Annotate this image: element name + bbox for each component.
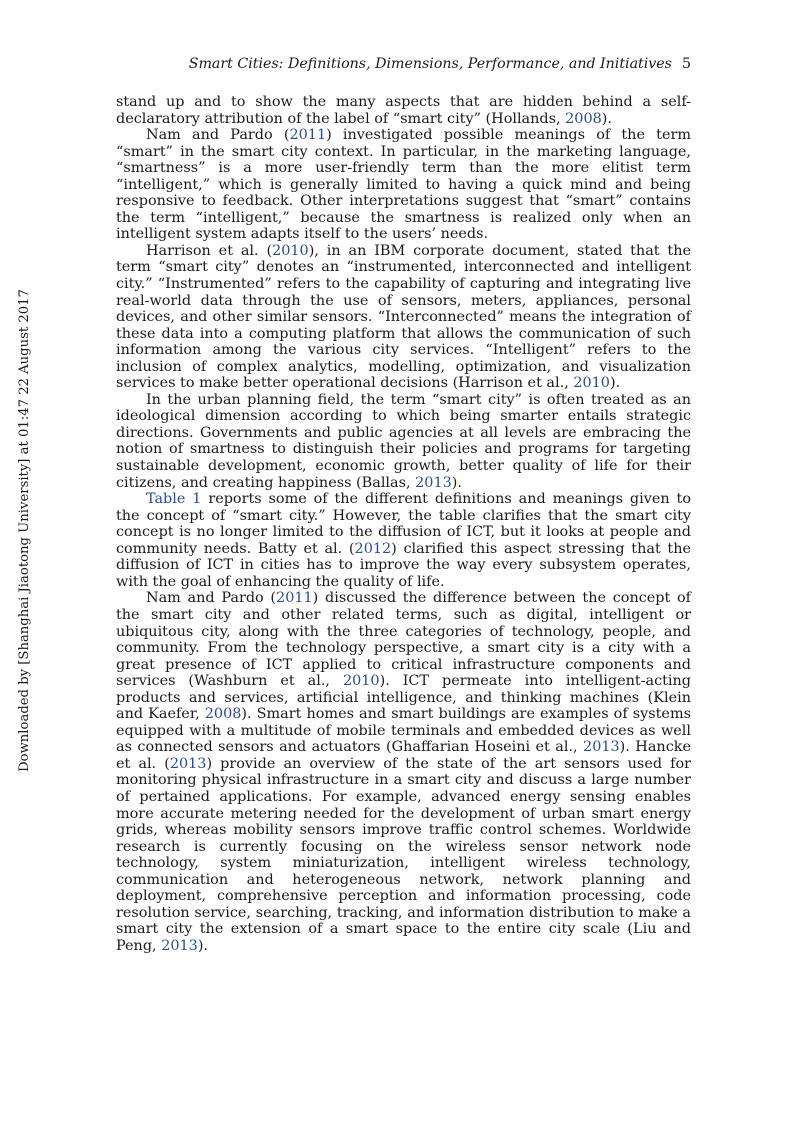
paragraph [116,392,691,491]
citation-link[interactable]: 2013 [169,755,207,772]
citation-link[interactable]: 2010 [342,673,380,690]
download-watermark: Downloaded by [Shanghai Jiaotong University] at 01:47 22 August 2017 [17,289,32,772]
paragraph-text: ). [601,110,612,127]
article-body [116,94,691,954]
citation-link[interactable]: 2012 [354,540,392,557]
running-title: Smart Cities: Definitions, Dimensions, Performance, and Initiatives [188,56,672,72]
paragraph-text: stand up and to show the many aspects that are hidden behind a self-declaratory attribution of the label of “smart city” (Hollands, [116,94,691,127]
paragraph-text: reports some of the different definitions and meanings given to the concept of “smart city.” However, the table clarifies that the smart city concept is no longer limited to the diffusion of ICT, but it looks at people and community needs. Batty et al. ( [116,491,691,557]
citation-link[interactable]: 2010 [272,242,309,259]
paragraph-text: ) discussed the difference between the concept of the smart city and other related terms, such as digital, intelligent or ubiquitous city, along with the three categories of technology, people, and community. From the technology perspective, a smart city is a city with a great presence of ICT applied to critical infrastructure components and services (Washburn et al., [116,590,691,690]
paragraph-text: In the urban planning field, the term “smart city” is often treated as an ideological dimension according to which being smarter entails strategic directions. Governments and public agencies at all levels are embracing the notion of smartness to distinguish their policies and programs for targeting sustainable development, economic growth, better quality of life for their citizens, and creating happiness (Ballas, [116,391,691,491]
paragraph-text: ), in an IBM corporate document, stated that the term “smart city” denotes an “instrumented, interconnected and intelligent city.” “Instrumented” refers to the capability of capturing and integrating live real-world data through the use of sensors, meters, appliances, personal devices, and other similar sensors. “Interconnected” means the integration of these data into a computing platform that allows the communication of such information among the various city services. “Intelligent” refers to the inclusion of complex analytics, modelling, optimization, and visualization services to make better operational decisions (Harrison et al., [116,242,691,392]
paragraph-text: Nam and Pardo ( [146,590,277,607]
citation-link[interactable]: 2013 [415,474,452,491]
paragraph [116,590,691,954]
paragraph [116,127,691,243]
paragraph-text: ). [609,375,621,392]
paragraph-text: Harrison et al. ( [146,242,273,259]
paragraph-text: ). [451,474,462,491]
paragraph-text: ). [197,937,209,954]
paragraph-text: ) investigated possible meanings of the term “smart” in the smart city context. In particular, in the marketing language, “smartness” is a more user-friendly term than the more elitist term “intelligent,” which is generally limited to having a quick mind and being responsive to feedback. Other interpretations suggest that “smart” contains the term “intelligent,” because the smartness is realized only when an intelligent system adapts itself to the users’ needs. [116,127,691,243]
paragraph-text: ) clarified this aspect stressing that the diffusion of ICT in cities has to improve the way every subsystem operates, with the goal of enhancing the quality of life. [116,540,691,590]
citation-link[interactable]: 2013 [161,937,198,954]
paragraph-text: Nam and Pardo ( [146,127,290,144]
citation-link[interactable]: 2011 [276,590,313,607]
citation-link[interactable]: 2008 [565,110,602,127]
citation-link[interactable]: 2010 [573,375,610,392]
citation-link[interactable]: 2011 [289,127,327,144]
paragraph-text: ). Hancke et al. ( [116,739,691,772]
paragraph-text: ). ICT permeate into intelligent-acting products and services, artificial intelligence, and thinking machines (Klein and Kaefer, [116,673,692,723]
page-number: 5 [681,56,691,72]
paragraph [116,491,691,590]
paragraph-text: ) provide an overview of the state of the art sensors used for monitoring physical infrastructure in a smart city and discuss a large number of pertained applications. For example, advanced energy sensing enables more accurate metering needed for the development of urban smart energy grids, whereas mobility sensors improve traffic control schemes. Worldwide research is currently focusing on the wireless sensor network node technology, system miniaturization, intelligent wireless technology, communication and heterogeneous network, network planning and deployment, comprehensive perception and information processing, code resolution service, searching, tracking, and information distribution to make a smart city the extension of a smart space to the entire city scale (Liu and Peng, [116,755,691,954]
citation-link[interactable]: 2008 [204,706,242,723]
citation-link[interactable]: Table 1 [146,491,202,508]
paragraph-text: ). Smart homes and smart buildings are examples of systems equipped with a multitude of mobile terminals and embedded devices as well as connected sensors and actuators (Ghaffarian Hoseini et al., [116,706,691,756]
citation-link[interactable]: 2013 [583,739,620,756]
paragraph [116,243,691,392]
running-header [116,55,691,73]
paragraph [116,94,691,127]
